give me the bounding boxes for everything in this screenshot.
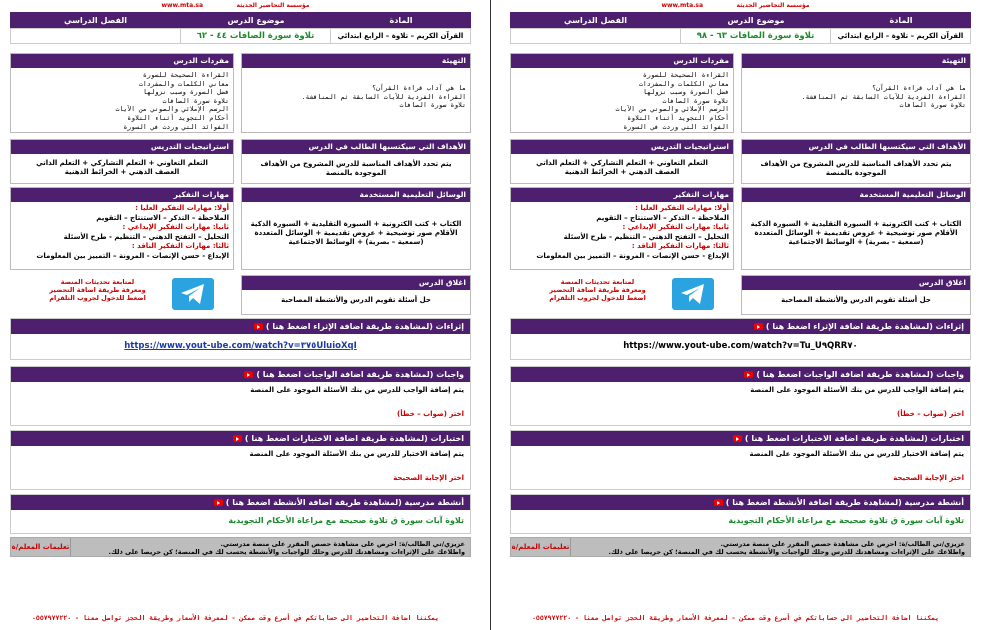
thinking-line: الإبداع - حسن الإنصات - المرونة – التمييز بين المعلومات (36, 251, 229, 260)
subject-label: المادة (331, 12, 471, 28)
thinking-heading: أولا: مهارات التفكير العليا : (135, 204, 229, 212)
intro-line: ما هي آداب قراءة القرآن؟ (372, 84, 466, 92)
enrich-title[interactable]: إثراءات (لمشاهدة طريقة اضافة الإثراء اضغط هنا ) (11, 319, 470, 334)
thinking-line: الملاحظة – التذكر – الاستنتاج – التقويم (596, 213, 729, 222)
youtube-icon[interactable] (254, 323, 263, 330)
lesson-plan-page-1 (0, 0, 471, 630)
semester-label: الفصل الدراسي (10, 12, 181, 28)
vocab-line: أحكام التجويد أثناء التلاوة (627, 113, 729, 122)
closing-box (741, 275, 971, 315)
homework-title[interactable]: واجبات (لمشاهدة طريقة اضافة الواجبات اضغط هنا ) (511, 367, 970, 382)
footer-text: يمكننا اضافة التحاضير الى حساباتكم في أسرع وقت ممكن - لمعرفة الأسعار وطريقة الحجز تواصل معنا - ٠٥٥٧٩٧٧٢٢٠ (32, 614, 439, 622)
tests-section (510, 430, 971, 490)
subject-label: المادة (831, 12, 971, 28)
value-row (510, 28, 971, 44)
youtube-icon[interactable] (244, 371, 253, 378)
media-line: (سمعية – بصرية) + الوسائط الاجتماعية (788, 238, 924, 246)
activities-text: تلاوة آيات سورة ق تلاوة صحيحة مع مراعاة الأحكام التجويدية (228, 516, 464, 525)
notes-line: واطلاعك على الإثراءات ومشاهدتك للدرس وحلك للواجبات والأنشطة يحسب لك في المنصة؛ كن حريصا على ذلك. (108, 548, 465, 556)
vocab-line: فضل السورة وسبب نزولها (142, 88, 229, 97)
strategies-line: التعلم التعاوني + التعلم التشاركي + التعلم الذاتي (536, 159, 708, 167)
vocab-line: الرسم الإملائي والصوتي من الآيات (615, 105, 729, 114)
media-line: الأقلام صور توضيحية + عروض تقديمية + الوسائل المتعددة (754, 229, 958, 237)
media-line: الأقلام صور توضيحية + عروض تقديمية + الوسائل المتعددة (254, 229, 458, 237)
closing-title: اغلاق الدرس (242, 276, 470, 290)
objectives-box (741, 139, 971, 184)
activities-text: تلاوة آيات سورة ق تلاوة صحيحة مع مراعاة الأحكام التجويدية (728, 516, 964, 525)
semester-label: الفصل الدراسي (510, 12, 681, 28)
objectives-text: يتم تحدد الأهداف المناسبة للدرس المشروح من الأهداف الموجودة بالمنصة (760, 160, 952, 177)
vocab-line: أحكام التجويد أثناء التلاوة (127, 113, 229, 122)
youtube-icon[interactable] (714, 499, 723, 506)
telegram-promo[interactable] (35, 278, 160, 302)
promo-line: اضغط للدخول لجروب التلقرام (549, 294, 646, 302)
objectives-title: الأهداف التي سيكتسبها الطالب في الدرس (742, 140, 970, 154)
intro-line: تلاوة سورة الصافات (399, 101, 466, 110)
homework-choice: اختر (صواب – خطأ) (897, 410, 964, 418)
site-header (0, 2, 471, 9)
objectives-text: يتم تحدد الأهداف المناسبة للدرس المشروح من الأهداف الموجودة بالمنصة (260, 160, 452, 177)
homework-section (510, 366, 971, 426)
tests-section (10, 430, 471, 490)
lesson-plan-page-2 (500, 0, 971, 630)
vocab-line: الفوائد التي وردت في السورة (623, 122, 729, 131)
media-line: الكتاب + كتب الكترونية + السبورة التقليدية + السبورة الذكية (250, 220, 462, 228)
strategies-box (510, 139, 734, 184)
thinking-box (510, 187, 734, 270)
activities-title[interactable]: أنشطة مدرسية (لمشاهدة طريقة اضافة الأنشطة اضغط هنا ) (511, 495, 970, 510)
strategies-box (10, 139, 234, 184)
intro-line: القراءة الفردية للآيات السابقة ثم المناقشة. (301, 92, 466, 101)
thinking-line: التحليل – التفتح الذهني – التنظيم - طرح الأسئلة (563, 232, 729, 241)
semester-value (511, 29, 680, 43)
intro-line: القراءة الفردية للآيات السابقة ثم المناقشة. (801, 92, 966, 101)
page-divider (490, 0, 491, 630)
vocab-line: تلاوة سورة الصافات (162, 96, 229, 105)
objectives-title: الأهداف التي سيكتسبها الطالب في الدرس (242, 140, 470, 154)
thinking-title: مهارات التفكير (11, 188, 233, 202)
enrich-url[interactable]: https://www.yout-ube.com/watch?v=Tu_U٩QRR٧٠ (623, 341, 858, 351)
intro-box (241, 53, 471, 133)
strategies-title: استراتيجيات التدريس (11, 140, 233, 154)
intro-line: تلاوة سورة الصافات (899, 101, 966, 110)
homework-title[interactable]: واجبات (لمشاهدة طريقة اضافة الواجبات اضغط هنا ) (11, 367, 470, 382)
site-header (500, 2, 971, 9)
tests-title[interactable]: اختبارات (لمشاهدة طريقة اضافة الاختبارات اضغط هنا ) (11, 431, 470, 446)
topic-value: تلاوة سورة الصافات ٦٣ - ٩٨ (680, 29, 830, 43)
vocab-line: القراءة الصحيحة للسورة (142, 71, 229, 79)
homework-section (10, 366, 471, 426)
telegram-promo[interactable] (535, 278, 660, 302)
activities-section (510, 494, 971, 534)
youtube-icon[interactable] (733, 435, 742, 442)
media-title: الوسائل التعليمية المستخدمة (742, 188, 970, 202)
promo-line: لمتابعة تحديثات المنصة (60, 278, 135, 286)
tests-line: يتم إضافة الاختبار للدرس من بنك الأسئلة الموجود على المنصة (249, 450, 464, 458)
thinking-heading: ثانيا: مهارات التفكير الإبداعي : (122, 223, 229, 231)
telegram-icon[interactable] (672, 278, 714, 310)
intro-line: ما هي آداب قراءة القرآن؟ (872, 84, 966, 92)
vocab-line: تلاوة سورة الصافات (662, 96, 729, 105)
homework-line: يتم إضافة الواجب للدرس من بنك الأسئلة الموجود على المنصة (750, 386, 964, 394)
homework-line: يتم إضافة الواجب للدرس من بنك الأسئلة الموجود على المنصة (250, 386, 464, 394)
media-title: الوسائل التعليمية المستخدمة (242, 188, 470, 202)
closing-title: اغلاق الدرس (742, 276, 970, 290)
topic-label: موضوع الدرس (681, 12, 831, 28)
youtube-icon[interactable] (754, 323, 763, 330)
promo-line: ومعرفة طريقة اضافة التحضير (549, 286, 646, 294)
header-row (510, 12, 971, 28)
thinking-heading: ثالثا: مهارات التفكير الناقد : (131, 242, 229, 250)
thinking-heading: ثانيا: مهارات التفكير الإبداعي : (622, 223, 729, 231)
activities-title[interactable]: أنشطة مدرسية (لمشاهدة طريقة اضافة الأنشطة اضغط هنا ) (11, 495, 470, 510)
site-url[interactable]: www.mta.sa (161, 2, 204, 9)
intro-title: التهيئة (242, 54, 470, 68)
vocab-box (10, 53, 234, 133)
strategies-line: العصف الذهني + الخرائط الذهنية (564, 168, 680, 176)
notes-label: تعليمات المعلم/ة (11, 538, 71, 556)
notes-label: تعليمات المعلم/ة (511, 538, 571, 556)
strategies-line: التعلم التعاوني + التعلم التشاركي + التعلم الذاتي (36, 159, 208, 167)
vocab-title: مفردات الدرس (511, 54, 733, 68)
intro-title: التهيئة (742, 54, 970, 68)
thinking-box (10, 187, 234, 270)
footer-text: يمكننا اضافة التحاضير الى حساباتكم في أسرع وقت ممكن - لمعرفة الأسعار وطريقة الحجز تواصل معنا - ٠٥٥٧٩٧٧٢٢٠ (532, 614, 939, 622)
media-line: (سمعية – بصرية) + الوسائط الاجتماعية (288, 238, 424, 246)
thinking-line: الملاحظة – التذكر – الاستنتاج – التقويم (96, 213, 229, 222)
teacher-notes (10, 537, 471, 557)
subject-value: القرآن الكريم – تلاوة – الرابع ابتدائي (330, 29, 470, 43)
media-box (241, 187, 471, 270)
vocab-line: معاني الكلمات والمفردات (638, 79, 729, 88)
site-name: مؤسسة التحاضير الحديثة (736, 2, 810, 9)
strategies-line: العصف الذهني + الخرائط الذهنية (64, 168, 180, 176)
vocab-line: الرسم الإملائي والصوتي من الآيات (115, 105, 229, 114)
promo-line: اضغط للدخول لجروب التلقرام (49, 294, 146, 302)
enrich-title[interactable]: إثراءات (لمشاهدة طريقة اضافة الإثراء اضغط هنا ) (511, 319, 970, 334)
enrich-section (510, 318, 971, 360)
notes-line: عزيزي/تي الطالب/ة: احرص على مشاهدة حصص المقرر على منصة مدرستي. (720, 540, 965, 548)
strategies-title: استراتيجيات التدريس (511, 140, 733, 154)
promo-line: ومعرفة طريقة اضافة التحضير (49, 286, 146, 294)
notes-line: واطلاعك على الإثراءات ومشاهدتك للدرس وحلك للواجبات والأنشطة يحسب لك في المنصة؛ كن حريصا على ذلك. (608, 548, 965, 556)
topic-label: موضوع الدرس (181, 12, 331, 28)
media-box (741, 187, 971, 270)
closing-text: حل أسئلة تقويم الدرس والأنشطة المصاحبة (781, 296, 931, 304)
thinking-heading: ثالثا: مهارات التفكير الناقد : (631, 242, 729, 250)
telegram-icon[interactable] (172, 278, 214, 310)
semester-value (11, 29, 180, 43)
thinking-line: الإبداع - حسن الإنصات - المرونة – التمييز بين المعلومات (536, 251, 729, 260)
vocab-line: فضل السورة وسبب نزولها (642, 88, 729, 97)
tests-title[interactable]: اختبارات (لمشاهدة طريقة اضافة الاختبارات اضغط هنا ) (511, 431, 970, 446)
tests-choice: اختر الإجابة الصحيحة (893, 474, 964, 482)
vocab-line: القراءة الصحيحة للسورة (642, 71, 729, 79)
intro-box (741, 53, 971, 133)
youtube-icon[interactable] (744, 371, 753, 378)
thinking-line: التحليل – التفتح الذهني – التنظيم - طرح الأسئلة (63, 232, 229, 241)
media-line: الكتاب + كتب الكترونية + السبورة التقليدية + السبورة الذكية (750, 220, 962, 228)
subject-value: القرآن الكريم – تلاوة – الرابع ابتدائي (830, 29, 970, 43)
notes-line: عزيزي/تي الطالب/ة: احرص على مشاهدة حصص المقرر على منصة مدرستي. (220, 540, 465, 548)
enrich-section (10, 318, 471, 360)
tests-choice: اختر الإجابة الصحيحة (393, 474, 464, 482)
topic-value: تلاوة سورة الصافات ٤٤ - ٦٢ (180, 29, 330, 43)
vocab-line: الفوائد التي وردت في السورة (123, 122, 229, 131)
tests-line: يتم إضافة الاختبار للدرس من بنك الأسئلة الموجود على المنصة (749, 450, 964, 458)
objectives-box (241, 139, 471, 184)
closing-box (241, 275, 471, 315)
site-name: مؤسسة التحاضير الحديثة (236, 2, 310, 9)
promo-line: لمتابعة تحديثات المنصة (560, 278, 635, 286)
vocab-box (510, 53, 734, 133)
thinking-title: مهارات التفكير (511, 188, 733, 202)
site-url[interactable]: www.mta.sa (661, 2, 704, 9)
value-row (10, 28, 471, 44)
thinking-heading: أولا: مهارات التفكير العليا : (635, 204, 729, 212)
vocab-line: معاني الكلمات والمفردات (138, 79, 229, 88)
header-row (10, 12, 471, 28)
activities-section (10, 494, 471, 534)
teacher-notes (510, 537, 971, 557)
enrich-url[interactable]: https://www.yout-ube.com/watch?v=٣٧٥UluioXqI (124, 341, 357, 351)
vocab-title: مفردات الدرس (11, 54, 233, 68)
homework-choice: اختر (صواب – خطأ) (397, 410, 464, 418)
youtube-icon[interactable] (233, 435, 242, 442)
closing-text: حل أسئلة تقويم الدرس والأنشطة المصاحبة (281, 296, 431, 304)
youtube-icon[interactable] (214, 499, 223, 506)
